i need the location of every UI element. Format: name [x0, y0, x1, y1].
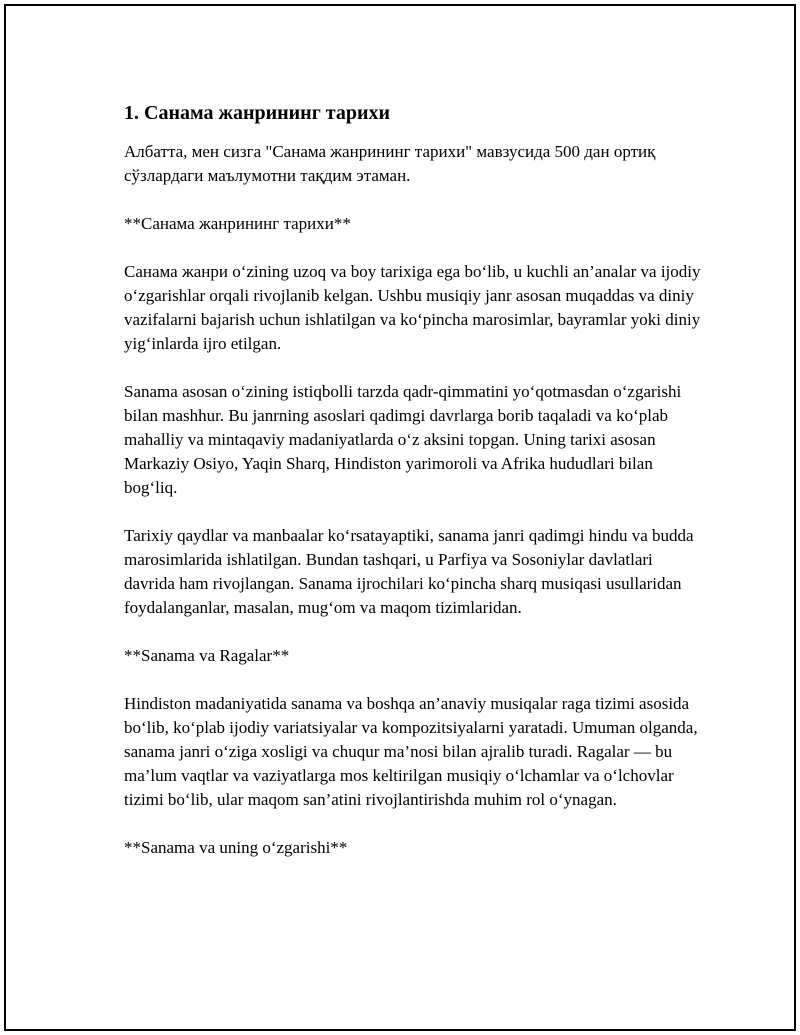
body-paragraph: Hindiston madaniyatida sanama va boshqa an’anaviy musiqalar raga tizimi asosida bo‘lib, ko‘plab ijodiy variatsiyalar va kompozitsiyalarni yaratadi. Umuman olganda, sanama janri o‘ziga xosligi va chuqur ma’nosi bilan ajralib turadi. Ragalar — bu ma’lum vaqtlar va vaziyatlarga mos keltirilgan musiqiy o‘lchamlar va o‘lchovlar tizimi bo‘lib, ular maqom san’atini rivojlantirishda muhim rol o‘ynagan.: [124, 694, 698, 809]
subheading-history: **Санама жанрининг тарихи**: [124, 214, 351, 233]
section-heading: 1. Санама жанрининг тарихи: [124, 102, 391, 124]
document-page: [4, 4, 796, 1031]
document-body: [124, 100, 704, 884]
body-paragraph: Tarixiy qaydlar va manbaalar ko‘rsatayaptiki, sanama janri qadimgi hindu va budda marosimlarida ishlatilgan. Bundan tashqari, u Parfiya va Sosoniylar davlatlari davrida ham rivojlangan. Sanama ijrochilari ko‘pincha sharq musiqasi usullaridan foydalanganlar, masalan, mug‘om va maqom tizimlaridan.: [124, 526, 694, 617]
subheading-ragas: **Sanama va Ragalar**: [124, 646, 290, 665]
body-paragraph: Sanama asosan o‘zining istiqbolli tarzda qadr-qimmatini yo‘qotmasdan o‘zgarishi bilan mashhur. Bu janrning asoslari qadimgi davrlarga borib taqaladi va ko‘plab mahalliy va mintaqaviy madaniyatlarda o‘z aksini topgan. Uning tarixi asosan Markaziy Osiyo, Yaqin Sharq, Hindiston yarimoroli va Afrika hududlari bilan bog‘liq.: [124, 382, 682, 497]
intro-paragraph: Албатта, мен сизга "Санама жанрининг тарихи" мавзусида 500 дан ортиқ сўзлардаги маълумотни тақдим этаман.: [124, 142, 656, 185]
subheading-changes: **Sanama va uning o‘zgarishi**: [124, 838, 348, 857]
body-paragraph: Санама жанри o‘zining uzoq va boy tarixiga ega bo‘lib, u kuchli an’analar va ijodiy o‘zgarishlar orqali rivojlanib kelgan. Ushbu musiqiy janr asosan muqaddas va diniy vazifalarni bajarish uchun ishlatilgan va ko‘pincha marosimlar, bayramlar yoki diniy yig‘inlarda ijro etilgan.: [124, 262, 701, 353]
